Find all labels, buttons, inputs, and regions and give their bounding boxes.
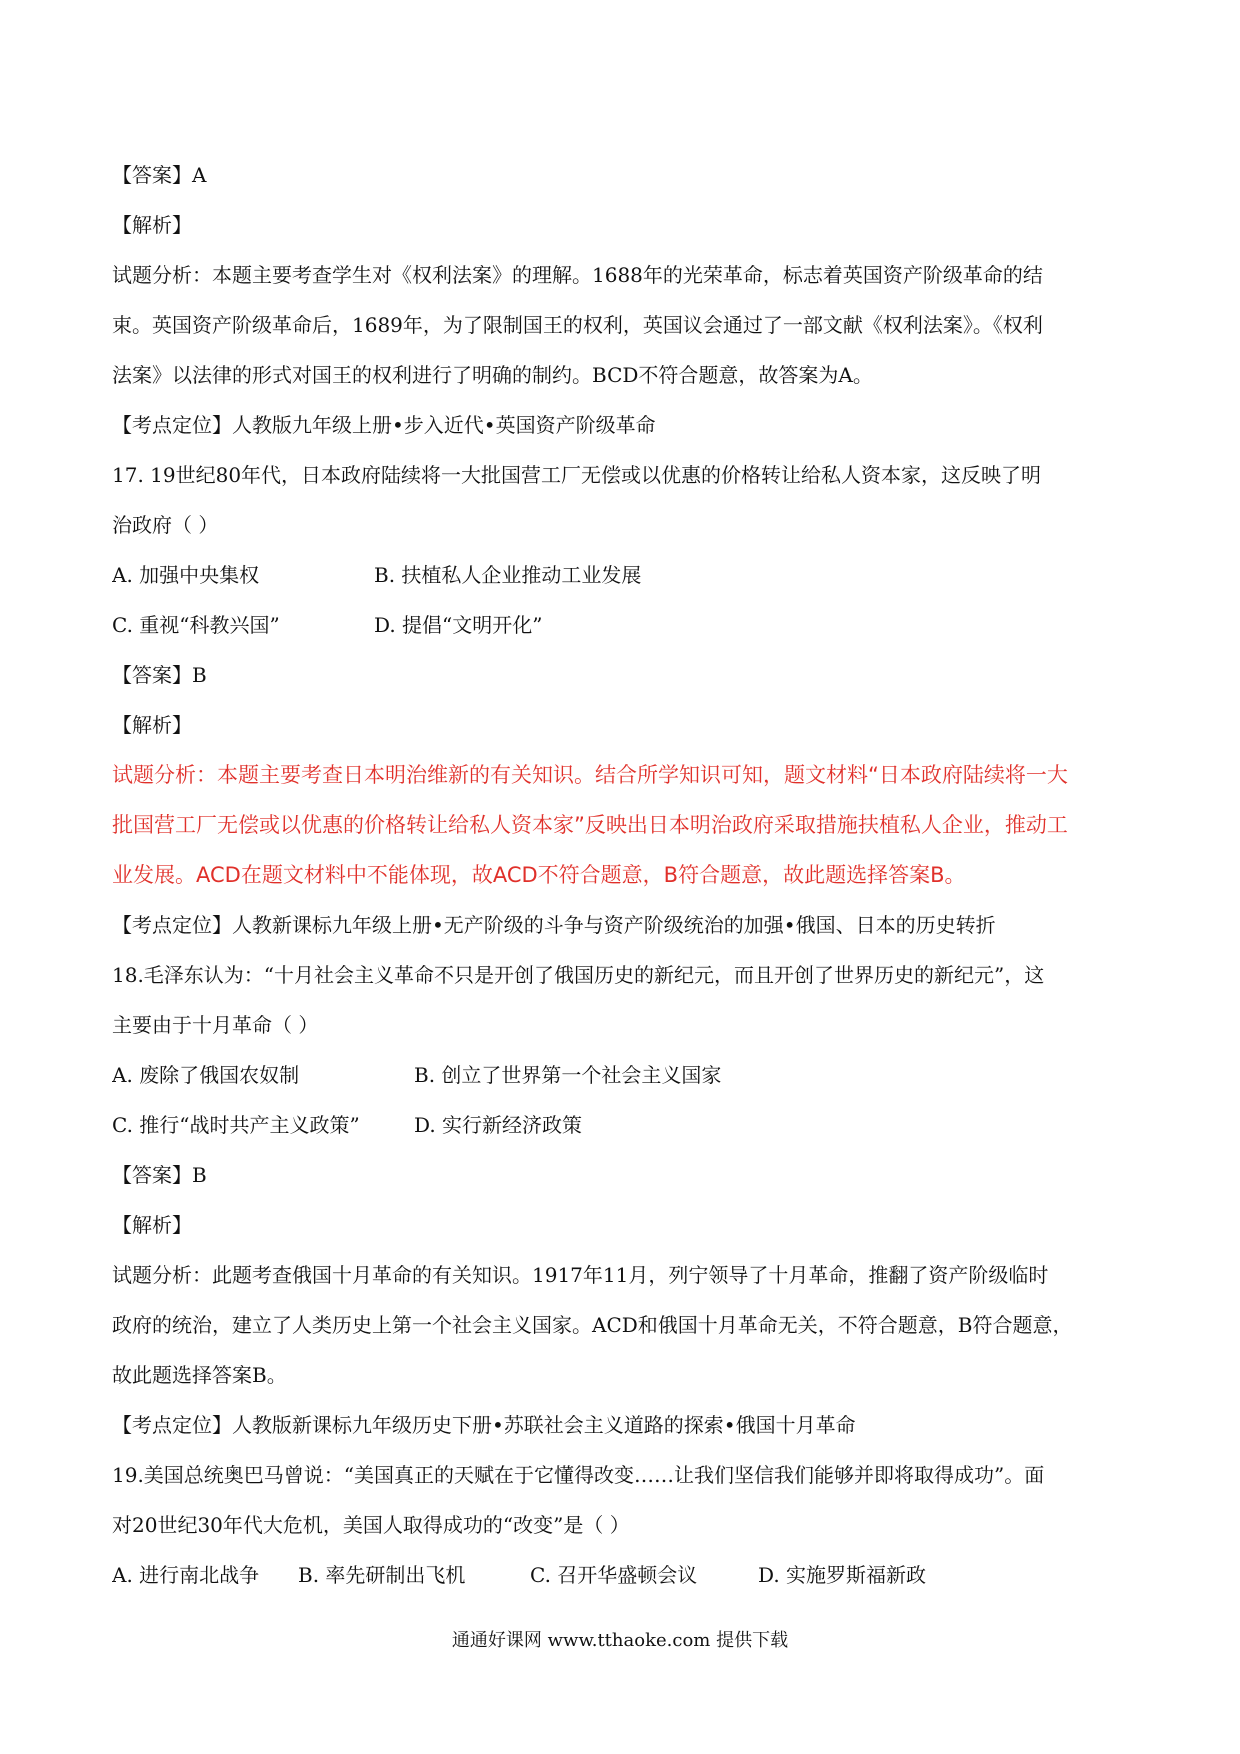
q16-answer: 【答案】A (112, 163, 207, 187)
q17-answer: 【答案】B (112, 663, 207, 687)
q17-option-a: A. 加强中央集权 (112, 563, 260, 587)
q18-analysis-line: 政府的统治，建立了人类历史上第一个社会主义国家。ACD和俄国十月革命无关，不符合题意，B符合题意， (112, 1313, 1073, 1337)
q18-options-row (112, 1100, 1132, 1150)
q16-analysis-label: 【解析】 (112, 213, 192, 237)
q19-option-b: B. 率先研制出飞机 (298, 1563, 466, 1587)
q18-knowledge-point: 【考点定位】人教版新课标九年级历史下册•苏联社会主义道路的探索•俄国十月革命 (112, 1413, 856, 1437)
q17-options-row (112, 600, 1132, 650)
q18-analysis-line: 故此题选择答案B。 (112, 1363, 287, 1387)
q17-analysis-line: 业发展。ACD在题文材料中不能体现，故ACD不符合题意，B符合题意，故此题选择答案B。 (112, 863, 966, 887)
q18-analysis-label: 【解析】 (112, 1213, 192, 1237)
q17-knowledge-point: 【考点定位】人教新课标九年级上册•无产阶级的斗争与资产阶级统治的加强•俄国、日本的历史转折 (112, 913, 996, 937)
q18-stem-line: 18.毛泽东认为：“十月社会主义革命不只是开创了俄国历史的新纪元，而且开创了世界历史的新纪元”，这 (112, 963, 1045, 987)
q18-answer: 【答案】B (112, 1163, 207, 1187)
q16-analysis-line: 法案》以法律的形式对国王的权利进行了明确的制约。BCD不符合题意，故答案为A。 (112, 363, 873, 387)
q17-analysis-line: 试题分析：本题主要考查日本明治维新的有关知识。结合所学知识可知，题文材料“日本政府陆续将一大 (112, 763, 1068, 787)
page-footer: 通通好课网 www.tthaoke.com 提供下载 (451, 1630, 789, 1651)
q17-option-b: B. 扶植私人企业推动工业发展 (374, 563, 642, 587)
q18-option-c: C. 推行“战时共产主义政策” (112, 1113, 360, 1137)
q18-option-a: A. 废除了俄国农奴制 (112, 1063, 300, 1087)
q19-options-row (112, 1550, 1132, 1600)
q17-option-c: C. 重视“科教兴国” (112, 613, 280, 637)
q17-stem-line: 17. 19世纪80年代，日本政府陆续将一大批国营工厂无偿或以优惠的价格转让给私人资本家，这反映了明 (112, 463, 1042, 487)
q18-analysis-line: 试题分析：此题考查俄国十月革命的有关知识。1917年11月，列宁领导了十月革命，推翻了资产阶级临时 (112, 1263, 1049, 1287)
q19-option-a: A. 进行南北战争 (112, 1563, 260, 1587)
q16-analysis-line: 试题分析：本题主要考查学生对《权利法案》的理解。1688年的光荣革命，标志着英国资产阶级革命的结 (112, 263, 1043, 287)
q18-option-b: B. 创立了世界第一个社会主义国家 (414, 1063, 722, 1087)
q16-analysis-line: 束。英国资产阶级革命后，1689年，为了限制国王的权利，英国议会通过了一部文献《权利法案》。《权利 (112, 313, 1043, 337)
q17-stem-line: 治政府（ ） (112, 513, 219, 537)
q16-knowledge-point: 【考点定位】人教版九年级上册•步入近代•英国资产阶级革命 (112, 413, 656, 437)
q19-option-c: C. 召开华盛顿会议 (530, 1563, 698, 1587)
document-body (112, 150, 1132, 1600)
q17-options-row (112, 550, 1132, 600)
q18-stem-line: 主要由于十月革命（ ） (112, 1013, 319, 1037)
q17-analysis-line: 批国营工厂无偿或以优惠的价格转让给私人资本家”反映出日本明治政府采取措施扶植私人企业，推动工 (112, 813, 1068, 837)
q19-stem-line: 对20世纪30年代大危机，美国人取得成功的“改变”是（ ） (112, 1513, 630, 1537)
q17-analysis-label: 【解析】 (112, 713, 192, 737)
q18-options-row (112, 1050, 1132, 1100)
q19-stem-line: 19.美国总统奥巴马曾说：“美国真正的天赋在于它懂得改变……让我们坚信我们能够并即将取得成功”。面 (112, 1463, 1045, 1487)
q19-option-d: D. 实施罗斯福新政 (758, 1563, 927, 1587)
q18-option-d: D. 实行新经济政策 (414, 1113, 583, 1137)
q17-option-d: D. 提倡“文明开化” (374, 613, 543, 637)
